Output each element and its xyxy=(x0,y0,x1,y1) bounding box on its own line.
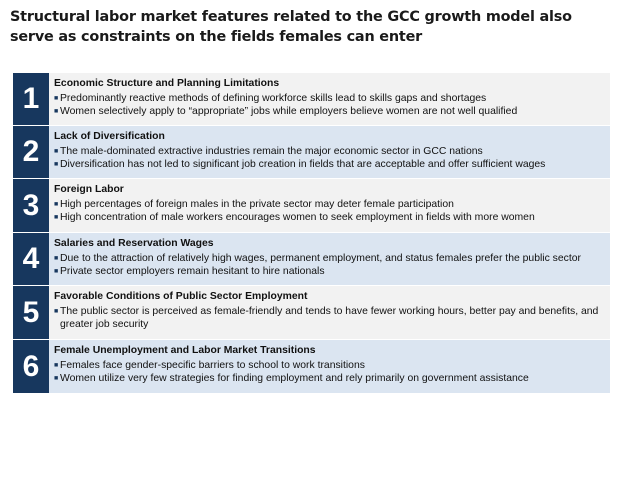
constraint-row-1 xyxy=(13,73,610,126)
row-number: 4 xyxy=(13,233,49,285)
bullet-item: ■ Women utilize very few strategies for finding employment and rely primarily on government assistance xyxy=(54,373,529,384)
row-content xyxy=(49,73,610,125)
bullet-item: ■ Due to the attraction of relatively high wages, permanent employment, and status females prefer the public sector xyxy=(54,252,581,264)
bullet-item: ■ High percentages of foreign males in the private sector may deter female participation xyxy=(54,198,454,210)
constraint-row-3 xyxy=(13,179,610,233)
square-bullet-icon: ■ xyxy=(54,147,59,155)
row-content xyxy=(49,179,610,232)
bullet-item: ■ Females face gender-specific barriers to school to work transitions xyxy=(54,359,365,371)
square-bullet-icon: ■ xyxy=(54,108,59,115)
row-heading: Favorable Conditions of Public Sector Employment xyxy=(54,291,308,302)
row-number: 6 xyxy=(13,340,49,393)
row-heading: Female Unemployment and Labor Market Transitions xyxy=(54,345,316,356)
constraint-row-6 xyxy=(13,340,610,394)
square-bullet-icon: ■ xyxy=(54,375,59,382)
square-bullet-icon: ■ xyxy=(54,307,59,315)
row-content xyxy=(49,340,610,393)
bullet-item: ■ Diversification has not led to significant job creation in fields that are acceptable and offer sufficient wages xyxy=(54,159,546,170)
row-number: 1 xyxy=(13,73,49,125)
constraint-row-2 xyxy=(13,126,610,179)
row-content xyxy=(49,126,610,178)
row-heading: Economic Structure and Planning Limitations xyxy=(54,78,280,89)
bullet-item: ■ High concentration of male workers encourages women to seek employment in fields with more women xyxy=(54,212,535,223)
bullet-item: ■ The public sector is perceived as female-friendly and tends to have fewer working hours, better pay and benefits, and greater job security xyxy=(54,305,599,330)
square-bullet-icon: ■ xyxy=(54,94,59,102)
row-number: 5 xyxy=(13,286,49,339)
square-bullet-icon: ■ xyxy=(54,161,59,168)
bullet-item: ■ Predominantly reactive methods of defining workforce skills lead to skills gaps and shortages xyxy=(54,92,487,104)
constraint-row-4 xyxy=(13,233,610,286)
square-bullet-icon: ■ xyxy=(54,361,59,369)
row-heading: Foreign Labor xyxy=(54,184,124,195)
row-heading: Lack of Diversification xyxy=(54,131,165,142)
square-bullet-icon: ■ xyxy=(54,254,59,262)
bullet-item: ■ Women selectively apply to “appropriate” jobs while employers believe women are not well qualified xyxy=(54,106,518,117)
bullet-item: ■ The male-dominated extractive industries remain the major economic sector in GCC nations xyxy=(54,145,483,157)
constraint-row-5 xyxy=(13,286,610,340)
square-bullet-icon: ■ xyxy=(54,200,59,208)
row-number: 3 xyxy=(13,179,49,232)
row-heading: Salaries and Reservation Wages xyxy=(54,238,214,249)
row-content xyxy=(49,286,610,339)
row-content xyxy=(49,233,610,285)
square-bullet-icon: ■ xyxy=(54,268,59,275)
row-number: 2 xyxy=(13,126,49,178)
slide-title: Structural labor market features related to the GCC growth model also serve as constraints on the fields females can enter xyxy=(10,9,572,45)
square-bullet-icon: ■ xyxy=(54,214,59,221)
bullet-item: ■ Private sector employers remain hesitant to hire nationals xyxy=(54,266,325,277)
